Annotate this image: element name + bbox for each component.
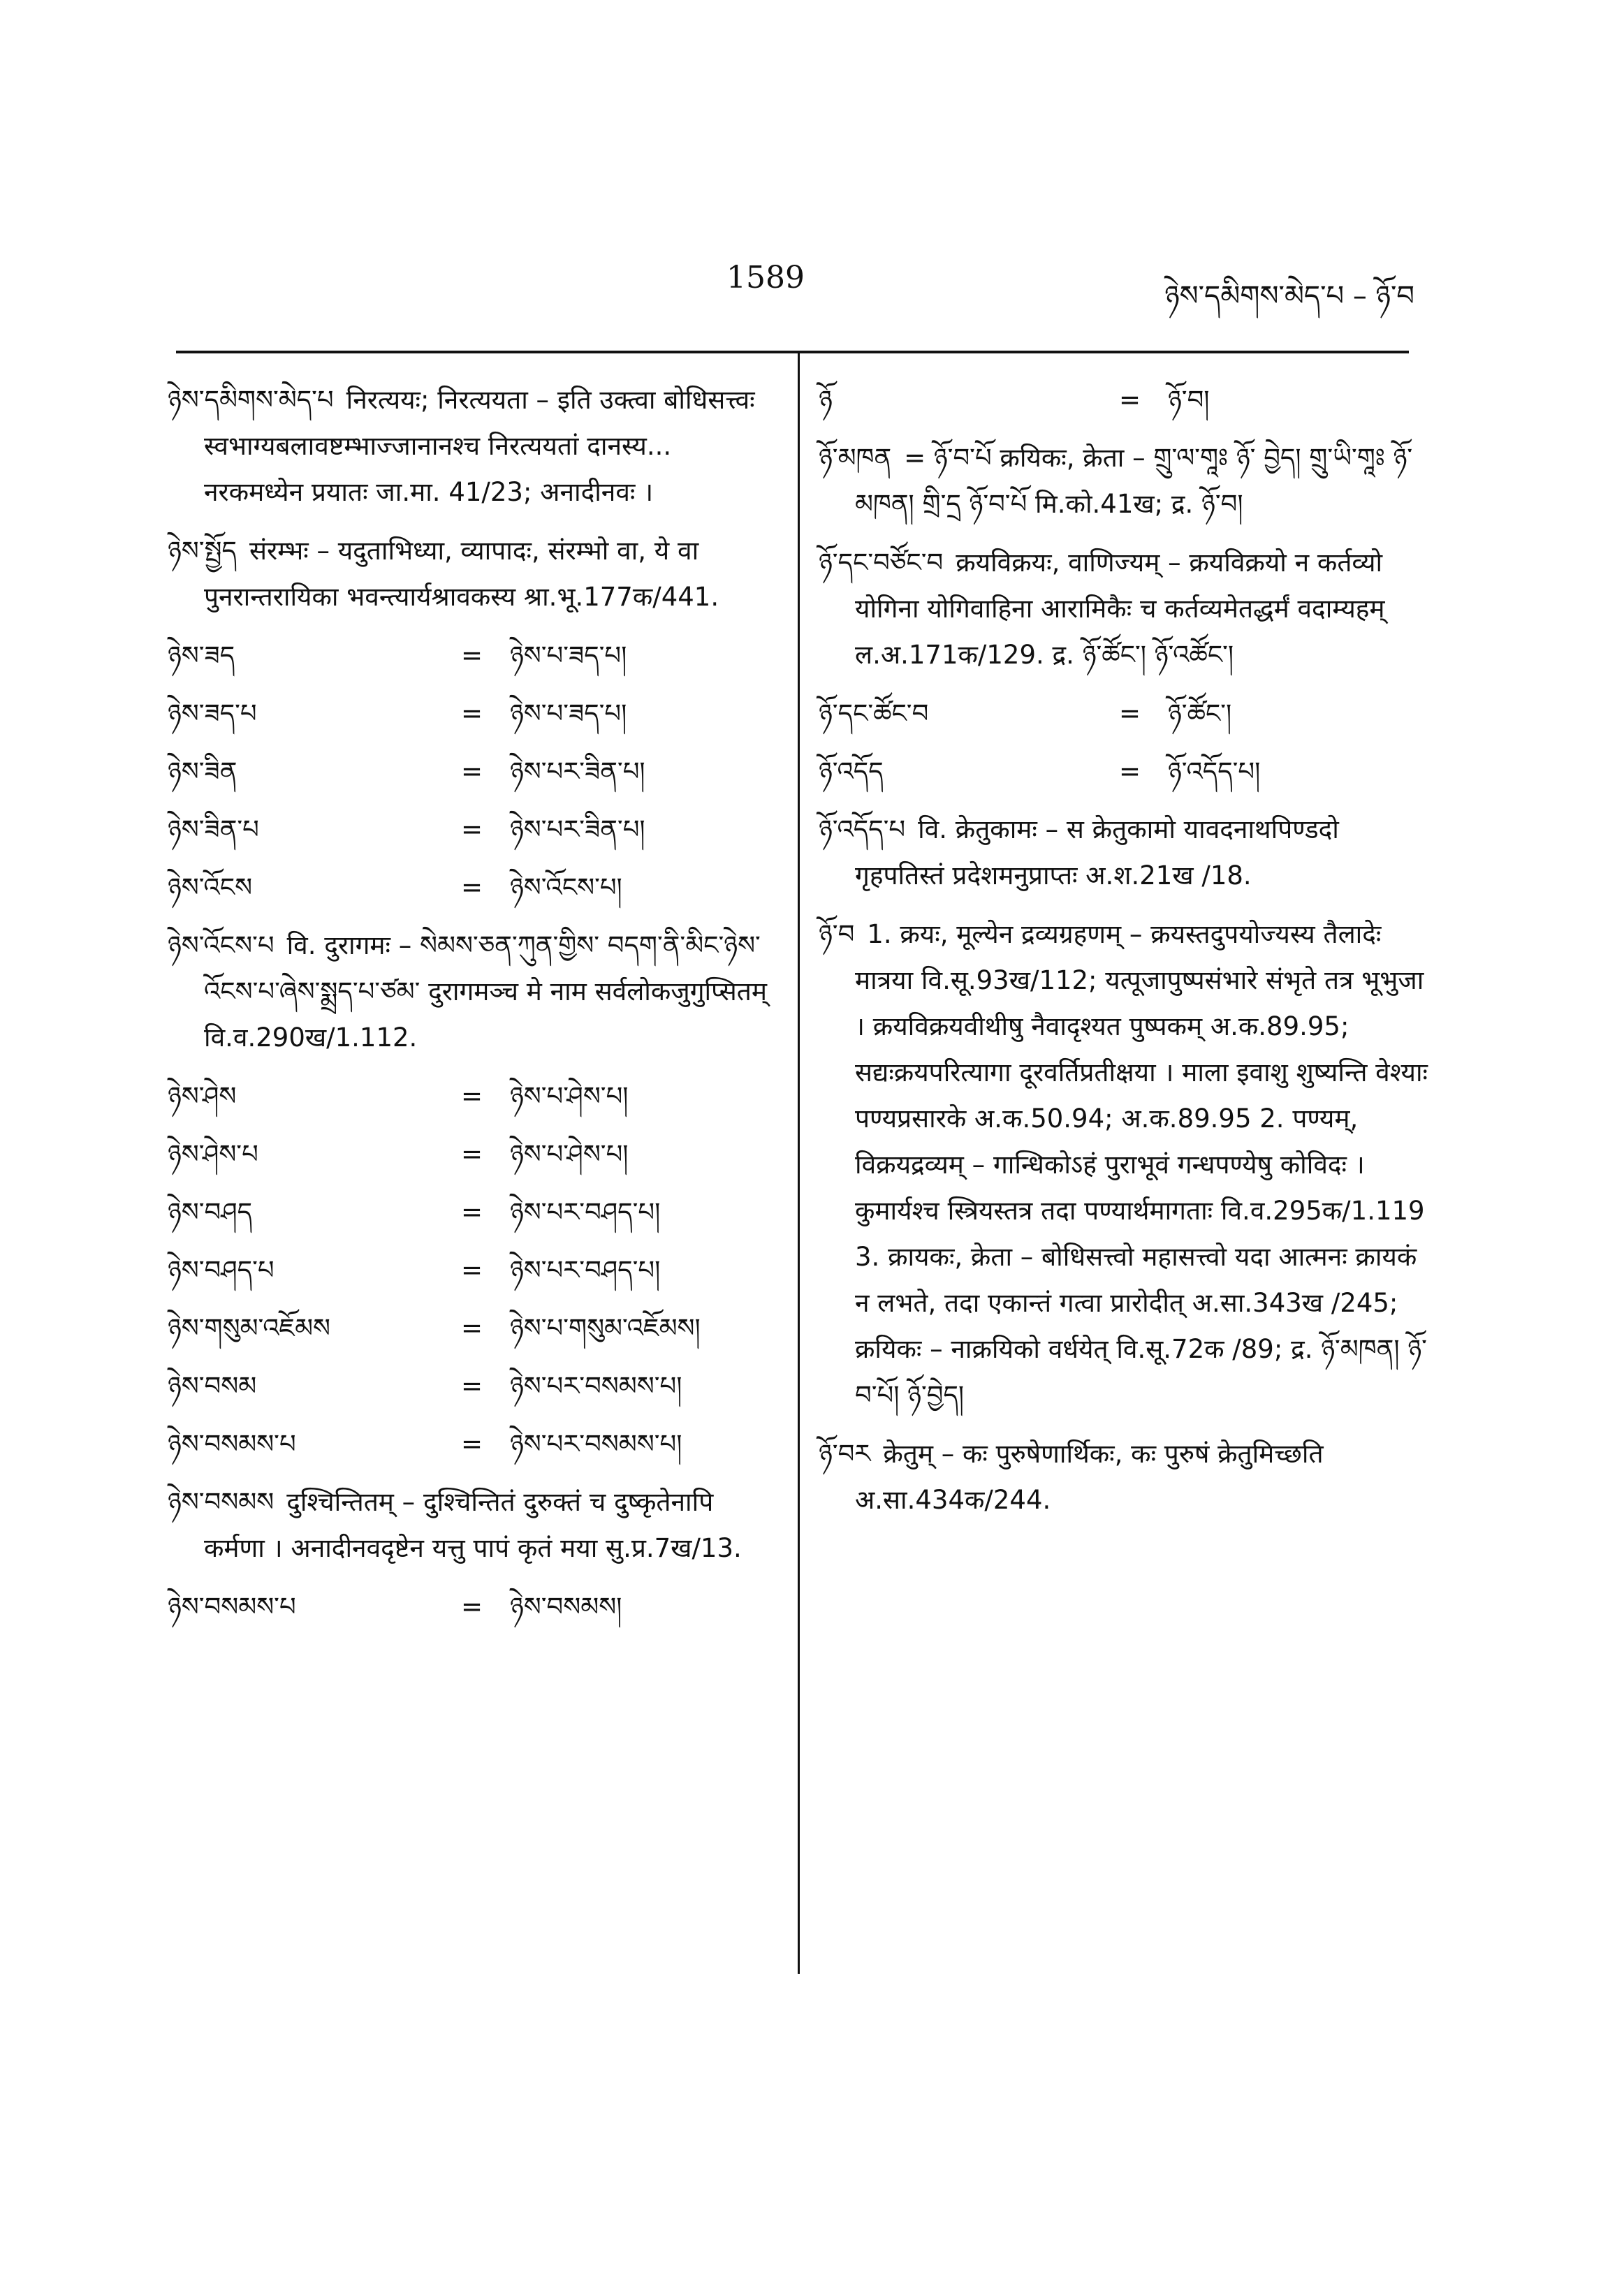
right-column (819, 377, 1433, 1536)
cross-reference-target: ཉེས་པར་ཟིན་པ། (510, 756, 645, 786)
dictionary-entry (168, 377, 775, 515)
equals-sign: = (461, 698, 483, 728)
entry-definition: क्रयविक्रयः, वाणिज्यम् – क्रयविक्रयो न कर्तव्यो योगिना योगिवाहिना आरामिकैः च कर्तव्यमेतद्धर्मं वदाम्यहम् ल.अ.171क/129. द्र. ཉོ་ཚོང་། ཉོ་འཚོང་། (855, 548, 1385, 670)
cross-reference-entry (168, 691, 775, 737)
equals-sign: = (461, 1371, 483, 1401)
entry-headword: ཉེས་སྤྱོད (168, 536, 237, 566)
entry-headword: ཉོ་འདོད (819, 756, 884, 786)
entry-definition: दुश्चिन्तितम् – दुश्चिन्तितं दुरुक्तं च दुष्कृतेनापि कर्मणा । अनादीनवदृष्टेन यत्तु पापं कृतं मया सु.प्र.7ख/13. (204, 1487, 742, 1563)
equals-sign: = (461, 872, 483, 902)
cross-reference-target: ཉོ་ཚོང་། (1168, 698, 1232, 728)
cross-reference-entry (168, 1074, 775, 1120)
dictionary-entry (819, 540, 1433, 678)
entry-headword: ཉེས་ཟིན (168, 756, 237, 786)
entry-headword: ཉེས་འོངས (168, 872, 253, 902)
dictionary-entry (819, 807, 1433, 899)
equals-sign: = (461, 1255, 483, 1285)
column-divider (798, 353, 800, 1974)
cross-reference-target: ཉེས་པ་ཤེས་པ། (510, 1081, 629, 1111)
cross-reference-entry (168, 1421, 775, 1467)
entry-headword: ཉེས་ཟད (168, 640, 235, 671)
cross-reference-entry (168, 633, 775, 679)
equals-sign: = (461, 814, 483, 844)
equals-sign: = (1119, 698, 1141, 728)
entry-headword: ཉེས་འོངས་པ (168, 930, 275, 960)
dictionary-entry (819, 1431, 1433, 1523)
entry-headword: ཉོ་མཁན (819, 443, 892, 473)
dictionary-entry (819, 911, 1433, 1419)
cross-reference-target: ཉེས་པར་བཤད་པ། (510, 1197, 661, 1227)
cross-reference-target: ཉེས་པར་བསམས་པ། (510, 1429, 682, 1459)
cross-reference-target: ཉོ་བ། (1168, 385, 1210, 415)
cross-reference-entry (168, 749, 775, 795)
cross-reference-target: ཉེས་བསམས། (510, 1592, 622, 1622)
cross-reference-target: ཉེས་པ་ཤེས་པ། (510, 1139, 629, 1169)
entry-headword: ཉོ་དང་ཚོང་བ (819, 698, 929, 728)
entry-headword: ཉོ་འདོད་པ (819, 814, 906, 844)
equals-sign: = (1119, 756, 1141, 786)
cross-reference-entry (168, 1189, 775, 1236)
entry-headword: ཉེས་ཤེས་པ (168, 1139, 258, 1169)
cross-reference-entry (168, 807, 775, 853)
dictionary-entry (168, 1479, 775, 1572)
cross-reference-entry (168, 1584, 775, 1630)
entry-headword: ཉེས་ཟད་པ (168, 698, 257, 728)
entry-headword: ཉེས་བཤད (168, 1197, 253, 1227)
cross-reference-entry (168, 1305, 775, 1351)
cross-reference-entry (168, 865, 775, 911)
entry-headword: ཉེས་བསམས་པ (168, 1592, 296, 1622)
cross-reference-entry (819, 749, 1433, 795)
cross-reference-target: ཉེས་པར་བསམས་པ། (510, 1371, 682, 1401)
entry-headword: ཉེས་ཟིན་པ (168, 814, 259, 844)
entry-headword: ཉོ་བ (819, 919, 855, 949)
guide-words: ཉེས་དམིགས་མེད་པ – ཉོ་བ (1164, 280, 1414, 312)
entry-headword: ཉོ་བར (819, 1439, 871, 1469)
entry-headword: ཉེས་བསམས་པ (168, 1429, 296, 1459)
cross-reference-target: ཉེས་པར་ཟིན་པ། (510, 814, 645, 844)
cross-reference-target: ཉེས་པ་གསུམ་འཇོམས། (510, 1313, 701, 1343)
cross-reference-entry (819, 377, 1433, 423)
entry-headword: ཉེས་ཤེས (168, 1081, 237, 1111)
equals-sign: = (461, 1592, 483, 1622)
cross-reference-entry (819, 691, 1433, 737)
entry-headword: ཉོ (819, 385, 833, 415)
entry-definition: वि. क्रेतुकामः – स क्रेतुकामो यावदनाथपिण्डदो गृहपतिस्तं प्रदेशमनुप्राप्तः अ.श.21ख /18. (855, 814, 1339, 891)
cross-reference-entry (168, 1363, 775, 1409)
entry-definition: वि. दुरागमः – སེམས་ཅན་ཀུན་གྱིས་ བདག་ནི་མིང་ཉེས་འོངས་པ་ཞེས་སྨྲད་པ་ཙམ་ दुरागमञ्च मे नाम सर्वलोकजुगुप्सितम् वि.व.290ख/1.112. (204, 930, 767, 1053)
cross-reference-target: ཉེས་འོངས་པ། (510, 872, 622, 902)
equals-sign: = (461, 1429, 483, 1459)
equals-sign: = (461, 640, 483, 671)
cross-reference-target: ཉོ་འདོད་པ། (1168, 756, 1261, 786)
left-column (168, 377, 775, 1642)
entry-definition: क्रेतुम् – कः पुरुषेणार्थिकः, कः पुरुषं क्रेतुमिच्छति अ.सा.434क/244. (855, 1439, 1324, 1515)
entry-definition: संरम्भः – यदुताभिध्या, व्यापादः, संरम्भो वा, ये वा पुनरान्तरायिका भवन्त्यार्यश्रावकस्य श्रा.भू.177क/441. (204, 536, 719, 612)
cross-reference-target: ཉེས་པར་བཤད་པ། (510, 1255, 661, 1285)
entry-headword: ཉེས་དམིགས་མེད་པ (168, 385, 334, 415)
entry-headword: ཉེས་བཤད་པ (168, 1255, 275, 1285)
dictionary-entry (168, 923, 775, 1061)
equals-sign: = (1119, 385, 1141, 415)
cross-reference-entry (168, 1131, 775, 1178)
cross-reference-entry (168, 1247, 775, 1294)
header-rule (176, 351, 1409, 353)
cross-reference-target: ཉེས་པ་ཟད་པ། (510, 698, 627, 728)
page-number: 1589 (726, 260, 805, 295)
entry-headword: ཉེས་བསམས (168, 1487, 275, 1517)
entry-headword: ཉེས་གསུམ་འཇོམས (168, 1313, 331, 1343)
entry-definition: निरत्ययः; निरत्ययता – इति उक्त्वा बोधिसत्त्वः स्वभाग्यबलावष्टम्भाज्जानानश्च निरत्ययतां दानस्य... नरकमध्येन प्रयातः जा.मा. 41/23; अनादीनवः । (204, 385, 755, 507)
entry-definition: = ཉོ་བ་པོ क्रयिकः, क्रेता – གྲུ་ལ་གཱཿ ཉོ་ བྱེད། གྲུ་ཡི་གཱཿ ཉོ་མཁན། གྲི་དྲ ཉོ་བ་པོ मि.को.41ख; द्र. ཉོ་བ། (855, 443, 1413, 519)
equals-sign: = (461, 1197, 483, 1227)
dictionary-entry (819, 435, 1433, 527)
equals-sign: = (461, 1139, 483, 1169)
entry-definition: 1. क्रयः, मूल्येन द्रव्यग्रहणम् – क्रयस्तदुपयोज्यस्य तैलादेः मात्रया वि.सू.93ख/112; यत्पूजापुष्पसंभारे संभृते तत्र भूभुजा । क्रयविक्रयवीथीषु नैवादृश्यत पुष्पकम् अ.क.89.95; सद्यःक्रयपरित्यागा दूरवर्तिप्रतीक्षया । माला इवाशु शुष्यन्ति वेश्याः पण्यप्रसारके अ.क.50.94; अ.क.89.95 2. पण्यम्, विक्रयद्रव्यम् – गान्धिकोऽहं पुराभूवं गन्धपण्येषु कोविदः । कुमार्यश्च स्त्रियस्तत्र तदा पण्यार्थमागताः वि.व.295क/1.119 3. क्रायकः, क्रेता – बोधिसत्त्वो महासत्त्वो यदा आत्मनः क्रायकं न लभते, तदा एकान्तं गत्वा प्रारोदीत् अ.सा.343ख /245; क्रयिकः – नाक्रयिको वर्धयेत् वि.सू.72क /89; द्र. ཉོ་མཁན། ཉོ་བ་པོ། ཉོ་བྱེད། (855, 919, 1428, 1410)
entry-headword: ཉོ་དང་བཙོང་བ (819, 548, 944, 578)
dictionary-entry (168, 528, 775, 620)
equals-sign: = (461, 1081, 483, 1111)
equals-sign: = (461, 1313, 483, 1343)
entry-headword: ཉེས་བསམ (168, 1371, 257, 1401)
equals-sign: = (461, 756, 483, 786)
cross-reference-target: ཉེས་པ་ཟད་པ། (510, 640, 627, 671)
